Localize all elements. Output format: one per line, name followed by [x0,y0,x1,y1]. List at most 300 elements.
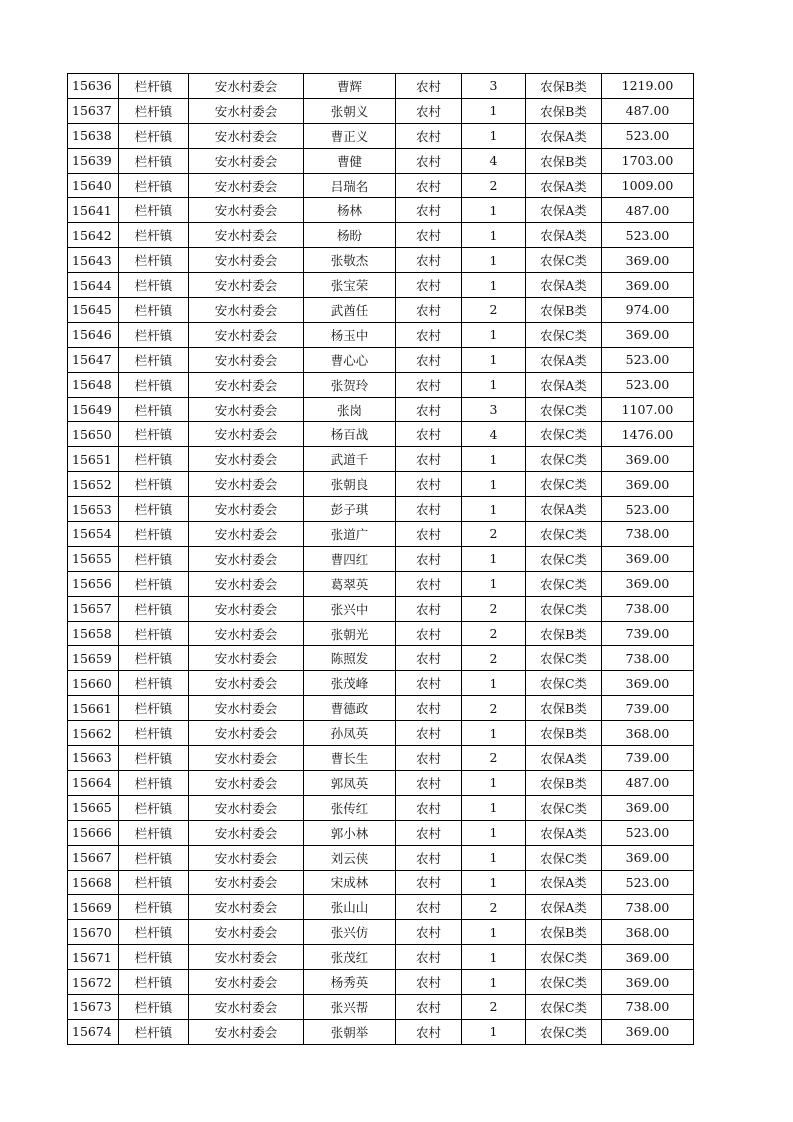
table-row [68,795,694,820]
household-count-cell: 1 [462,273,526,298]
town-cell: 栏杆镇 [119,721,189,746]
name-cell: 曹心心 [304,347,396,372]
table-row [68,447,694,472]
town-cell: 栏杆镇 [119,447,189,472]
insurance-category-cell: 农保C类 [526,646,602,671]
table-row [68,173,694,198]
town-cell: 栏杆镇 [119,746,189,771]
insurance-category-cell: 农保C类 [526,571,602,596]
village-committee-cell: 安水村委会 [189,123,304,148]
area-type-cell: 农村 [396,497,462,522]
table-row [68,372,694,397]
row-number-cell: 15660 [68,671,119,696]
insurance-category-cell: 农保C类 [526,472,602,497]
name-cell: 吕瑞名 [304,173,396,198]
area-type-cell: 农村 [396,298,462,323]
village-committee-cell: 安水村委会 [189,571,304,596]
amount-cell: 369.00 [602,472,694,497]
village-committee-cell: 安水村委会 [189,148,304,173]
town-cell: 栏杆镇 [119,870,189,895]
row-number-cell: 15665 [68,795,119,820]
table-row [68,746,694,771]
name-cell: 张兴仿 [304,920,396,945]
village-committee-cell: 安水村委会 [189,74,304,99]
insurance-category-cell: 农保B类 [526,298,602,323]
table-row [68,123,694,148]
insurance-category-cell: 农保C类 [526,422,602,447]
name-cell: 曹长生 [304,746,396,771]
name-cell: 张岗 [304,397,396,422]
town-cell: 栏杆镇 [119,322,189,347]
insurance-category-cell: 农保C类 [526,945,602,970]
village-committee-cell: 安水村委会 [189,273,304,298]
household-count-cell: 1 [462,870,526,895]
amount-cell: 1703.00 [602,148,694,173]
name-cell: 张贺玲 [304,372,396,397]
insurance-category-cell: 农保B类 [526,770,602,795]
household-count-cell: 1 [462,447,526,472]
village-committee-cell: 安水村委会 [189,422,304,447]
household-count-cell: 1 [462,248,526,273]
household-count-cell: 1 [462,820,526,845]
name-cell: 曹辉 [304,74,396,99]
household-count-cell: 2 [462,173,526,198]
village-committee-cell: 安水村委会 [189,845,304,870]
household-count-cell: 1 [462,223,526,248]
table-row [68,820,694,845]
row-number-cell: 15661 [68,696,119,721]
table-row [68,1019,694,1044]
insurance-category-cell: 农保A类 [526,746,602,771]
town-cell: 栏杆镇 [119,646,189,671]
household-count-cell: 1 [462,123,526,148]
area-type-cell: 农村 [396,770,462,795]
amount-cell: 738.00 [602,522,694,547]
name-cell: 曹四红 [304,546,396,571]
amount-cell: 739.00 [602,621,694,646]
table-row [68,198,694,223]
village-committee-cell: 安水村委会 [189,994,304,1019]
row-number-cell: 15647 [68,347,119,372]
area-type-cell: 农村 [396,1019,462,1044]
name-cell: 张朝光 [304,621,396,646]
amount-cell: 487.00 [602,770,694,795]
table-row [68,895,694,920]
village-committee-cell: 安水村委会 [189,970,304,995]
name-cell: 宋成林 [304,870,396,895]
table-row [68,273,694,298]
row-number-cell: 15670 [68,920,119,945]
amount-cell: 523.00 [602,372,694,397]
town-cell: 栏杆镇 [119,920,189,945]
amount-cell: 369.00 [602,1019,694,1044]
town-cell: 栏杆镇 [119,671,189,696]
insurance-category-cell: 农保C类 [526,671,602,696]
insurance-category-cell: 农保C类 [526,1019,602,1044]
village-committee-cell: 安水村委会 [189,920,304,945]
town-cell: 栏杆镇 [119,497,189,522]
name-cell: 郭小林 [304,820,396,845]
household-count-cell: 1 [462,945,526,970]
household-count-cell: 2 [462,646,526,671]
insurance-category-cell: 农保C类 [526,397,602,422]
village-committee-cell: 安水村委会 [189,298,304,323]
household-count-cell: 1 [462,322,526,347]
village-committee-cell: 安水村委会 [189,646,304,671]
village-committee-cell: 安水村委会 [189,347,304,372]
table-body [68,74,694,1045]
table-row [68,522,694,547]
village-committee-cell: 安水村委会 [189,820,304,845]
row-number-cell: 15640 [68,173,119,198]
insurance-category-cell: 农保B类 [526,721,602,746]
town-cell: 栏杆镇 [119,223,189,248]
row-number-cell: 15653 [68,497,119,522]
area-type-cell: 农村 [396,795,462,820]
table-row [68,98,694,123]
town-cell: 栏杆镇 [119,98,189,123]
town-cell: 栏杆镇 [119,347,189,372]
beneficiary-table [67,73,694,1045]
name-cell: 杨林 [304,198,396,223]
insurance-category-cell: 农保A类 [526,123,602,148]
town-cell: 栏杆镇 [119,298,189,323]
amount-cell: 1219.00 [602,74,694,99]
household-count-cell: 1 [462,546,526,571]
village-committee-cell: 安水村委会 [189,98,304,123]
name-cell: 曹德政 [304,696,396,721]
amount-cell: 738.00 [602,646,694,671]
amount-cell: 1009.00 [602,173,694,198]
area-type-cell: 农村 [396,870,462,895]
area-type-cell: 农村 [396,322,462,347]
area-type-cell: 农村 [396,74,462,99]
amount-cell: 523.00 [602,497,694,522]
household-count-cell: 2 [462,298,526,323]
insurance-category-cell: 农保B类 [526,920,602,945]
name-cell: 武酋任 [304,298,396,323]
area-type-cell: 农村 [396,447,462,472]
village-committee-cell: 安水村委会 [189,621,304,646]
insurance-category-cell: 农保C类 [526,447,602,472]
area-type-cell: 农村 [396,223,462,248]
area-type-cell: 农村 [396,248,462,273]
town-cell: 栏杆镇 [119,273,189,298]
area-type-cell: 农村 [396,546,462,571]
village-committee-cell: 安水村委会 [189,447,304,472]
name-cell: 张朝义 [304,98,396,123]
row-number-cell: 15645 [68,298,119,323]
row-number-cell: 15671 [68,945,119,970]
amount-cell: 369.00 [602,571,694,596]
town-cell: 栏杆镇 [119,198,189,223]
insurance-category-cell: 农保A类 [526,347,602,372]
row-number-cell: 15643 [68,248,119,273]
table-row [68,721,694,746]
insurance-category-cell: 农保A类 [526,870,602,895]
area-type-cell: 农村 [396,945,462,970]
table-row [68,994,694,1019]
row-number-cell: 15654 [68,522,119,547]
amount-cell: 369.00 [602,795,694,820]
town-cell: 栏杆镇 [119,1019,189,1044]
row-number-cell: 15672 [68,970,119,995]
town-cell: 栏杆镇 [119,945,189,970]
row-number-cell: 15657 [68,596,119,621]
insurance-category-cell: 农保A类 [526,895,602,920]
amount-cell: 739.00 [602,746,694,771]
household-count-cell: 1 [462,970,526,995]
insurance-category-cell: 农保A类 [526,372,602,397]
insurance-category-cell: 农保B类 [526,696,602,721]
area-type-cell: 农村 [396,646,462,671]
table-row [68,497,694,522]
town-cell: 栏杆镇 [119,123,189,148]
name-cell: 张朝良 [304,472,396,497]
area-type-cell: 农村 [396,397,462,422]
table-row [68,298,694,323]
village-committee-cell: 安水村委会 [189,870,304,895]
household-count-cell: 1 [462,571,526,596]
village-committee-cell: 安水村委会 [189,322,304,347]
amount-cell: 738.00 [602,895,694,920]
village-committee-cell: 安水村委会 [189,746,304,771]
row-number-cell: 15667 [68,845,119,870]
area-type-cell: 农村 [396,895,462,920]
row-number-cell: 15637 [68,98,119,123]
name-cell: 孙凤英 [304,721,396,746]
town-cell: 栏杆镇 [119,148,189,173]
household-count-cell: 1 [462,795,526,820]
table-row [68,546,694,571]
name-cell: 曹健 [304,148,396,173]
insurance-category-cell: 农保A类 [526,198,602,223]
village-committee-cell: 安水村委会 [189,497,304,522]
amount-cell: 487.00 [602,98,694,123]
amount-cell: 1476.00 [602,422,694,447]
name-cell: 杨玉中 [304,322,396,347]
row-number-cell: 15639 [68,148,119,173]
row-number-cell: 15658 [68,621,119,646]
household-count-cell: 1 [462,347,526,372]
village-committee-cell: 安水村委会 [189,546,304,571]
household-count-cell: 2 [462,746,526,771]
insurance-category-cell: 农保A类 [526,497,602,522]
household-count-cell: 1 [462,1019,526,1044]
table-row [68,770,694,795]
household-count-cell: 1 [462,98,526,123]
row-number-cell: 15642 [68,223,119,248]
row-number-cell: 15673 [68,994,119,1019]
area-type-cell: 农村 [396,696,462,721]
insurance-category-cell: 农保C类 [526,795,602,820]
row-number-cell: 15666 [68,820,119,845]
insurance-category-cell: 农保C类 [526,522,602,547]
area-type-cell: 农村 [396,994,462,1019]
town-cell: 栏杆镇 [119,546,189,571]
row-number-cell: 15649 [68,397,119,422]
table-row [68,970,694,995]
household-count-cell: 1 [462,770,526,795]
table-row [68,322,694,347]
town-cell: 栏杆镇 [119,970,189,995]
row-number-cell: 15646 [68,322,119,347]
amount-cell: 368.00 [602,721,694,746]
town-cell: 栏杆镇 [119,621,189,646]
amount-cell: 369.00 [602,671,694,696]
household-count-cell: 2 [462,696,526,721]
village-committee-cell: 安水村委会 [189,895,304,920]
town-cell: 栏杆镇 [119,696,189,721]
insurance-category-cell: 农保A类 [526,223,602,248]
insurance-category-cell: 农保C类 [526,248,602,273]
row-number-cell: 15644 [68,273,119,298]
village-committee-cell: 安水村委会 [189,945,304,970]
row-number-cell: 15652 [68,472,119,497]
insurance-category-cell: 农保C类 [526,322,602,347]
name-cell: 杨秀英 [304,970,396,995]
insurance-category-cell: 农保A类 [526,173,602,198]
name-cell: 张兴帮 [304,994,396,1019]
household-count-cell: 1 [462,845,526,870]
town-cell: 栏杆镇 [119,74,189,99]
area-type-cell: 农村 [396,372,462,397]
insurance-category-cell: 农保B类 [526,148,602,173]
name-cell: 陈照发 [304,646,396,671]
row-number-cell: 15648 [68,372,119,397]
town-cell: 栏杆镇 [119,422,189,447]
household-count-cell: 1 [462,497,526,522]
town-cell: 栏杆镇 [119,522,189,547]
area-type-cell: 农村 [396,123,462,148]
table-row [68,248,694,273]
name-cell: 张山山 [304,895,396,920]
amount-cell: 369.00 [602,322,694,347]
insurance-category-cell: 农保A类 [526,273,602,298]
household-count-cell: 4 [462,148,526,173]
town-cell: 栏杆镇 [119,173,189,198]
table-row [68,397,694,422]
area-type-cell: 农村 [396,472,462,497]
row-number-cell: 15638 [68,123,119,148]
amount-cell: 523.00 [602,820,694,845]
row-number-cell: 15662 [68,721,119,746]
name-cell: 张朝举 [304,1019,396,1044]
household-count-cell: 3 [462,74,526,99]
household-count-cell: 2 [462,596,526,621]
area-type-cell: 农村 [396,347,462,372]
amount-cell: 974.00 [602,298,694,323]
name-cell: 郭凤英 [304,770,396,795]
town-cell: 栏杆镇 [119,820,189,845]
table-row [68,870,694,895]
household-count-cell: 2 [462,522,526,547]
area-type-cell: 农村 [396,173,462,198]
name-cell: 杨盼 [304,223,396,248]
amount-cell: 369.00 [602,248,694,273]
row-number-cell: 15659 [68,646,119,671]
area-type-cell: 农村 [396,820,462,845]
household-count-cell: 4 [462,422,526,447]
table-row [68,74,694,99]
area-type-cell: 农村 [396,273,462,298]
row-number-cell: 15641 [68,198,119,223]
name-cell: 张道广 [304,522,396,547]
household-count-cell: 2 [462,895,526,920]
amount-cell: 487.00 [602,198,694,223]
town-cell: 栏杆镇 [119,895,189,920]
table-row [68,223,694,248]
area-type-cell: 农村 [396,746,462,771]
name-cell: 张茂峰 [304,671,396,696]
name-cell: 张传红 [304,795,396,820]
village-committee-cell: 安水村委会 [189,795,304,820]
insurance-category-cell: 农保C类 [526,994,602,1019]
village-committee-cell: 安水村委会 [189,223,304,248]
amount-cell: 738.00 [602,994,694,1019]
village-committee-cell: 安水村委会 [189,472,304,497]
amount-cell: 523.00 [602,870,694,895]
table-row [68,945,694,970]
village-committee-cell: 安水村委会 [189,397,304,422]
table-row [68,671,694,696]
village-committee-cell: 安水村委会 [189,248,304,273]
insurance-category-cell: 农保B类 [526,98,602,123]
area-type-cell: 农村 [396,422,462,447]
town-cell: 栏杆镇 [119,845,189,870]
household-count-cell: 2 [462,621,526,646]
area-type-cell: 农村 [396,596,462,621]
amount-cell: 1107.00 [602,397,694,422]
village-committee-cell: 安水村委会 [189,696,304,721]
insurance-category-cell: 农保C类 [526,546,602,571]
insurance-category-cell: 农保B类 [526,621,602,646]
table-row [68,596,694,621]
row-number-cell: 15651 [68,447,119,472]
household-count-cell: 1 [462,372,526,397]
amount-cell: 369.00 [602,945,694,970]
town-cell: 栏杆镇 [119,994,189,1019]
town-cell: 栏杆镇 [119,571,189,596]
row-number-cell: 15668 [68,870,119,895]
name-cell: 张兴中 [304,596,396,621]
row-number-cell: 15674 [68,1019,119,1044]
row-number-cell: 15650 [68,422,119,447]
table-row [68,646,694,671]
amount-cell: 369.00 [602,845,694,870]
area-type-cell: 农村 [396,920,462,945]
amount-cell: 523.00 [602,347,694,372]
village-committee-cell: 安水村委会 [189,671,304,696]
table-row [68,621,694,646]
household-count-cell: 1 [462,198,526,223]
insurance-category-cell: 农保A类 [526,820,602,845]
town-cell: 栏杆镇 [119,795,189,820]
insurance-category-cell: 农保B类 [526,74,602,99]
row-number-cell: 15656 [68,571,119,596]
town-cell: 栏杆镇 [119,372,189,397]
row-number-cell: 15664 [68,770,119,795]
name-cell: 杨百战 [304,422,396,447]
village-committee-cell: 安水村委会 [189,522,304,547]
name-cell: 彭子琪 [304,497,396,522]
name-cell: 张宝荣 [304,273,396,298]
table-row [68,696,694,721]
household-count-cell: 3 [462,397,526,422]
household-count-cell: 1 [462,671,526,696]
town-cell: 栏杆镇 [119,397,189,422]
table-row [68,472,694,497]
